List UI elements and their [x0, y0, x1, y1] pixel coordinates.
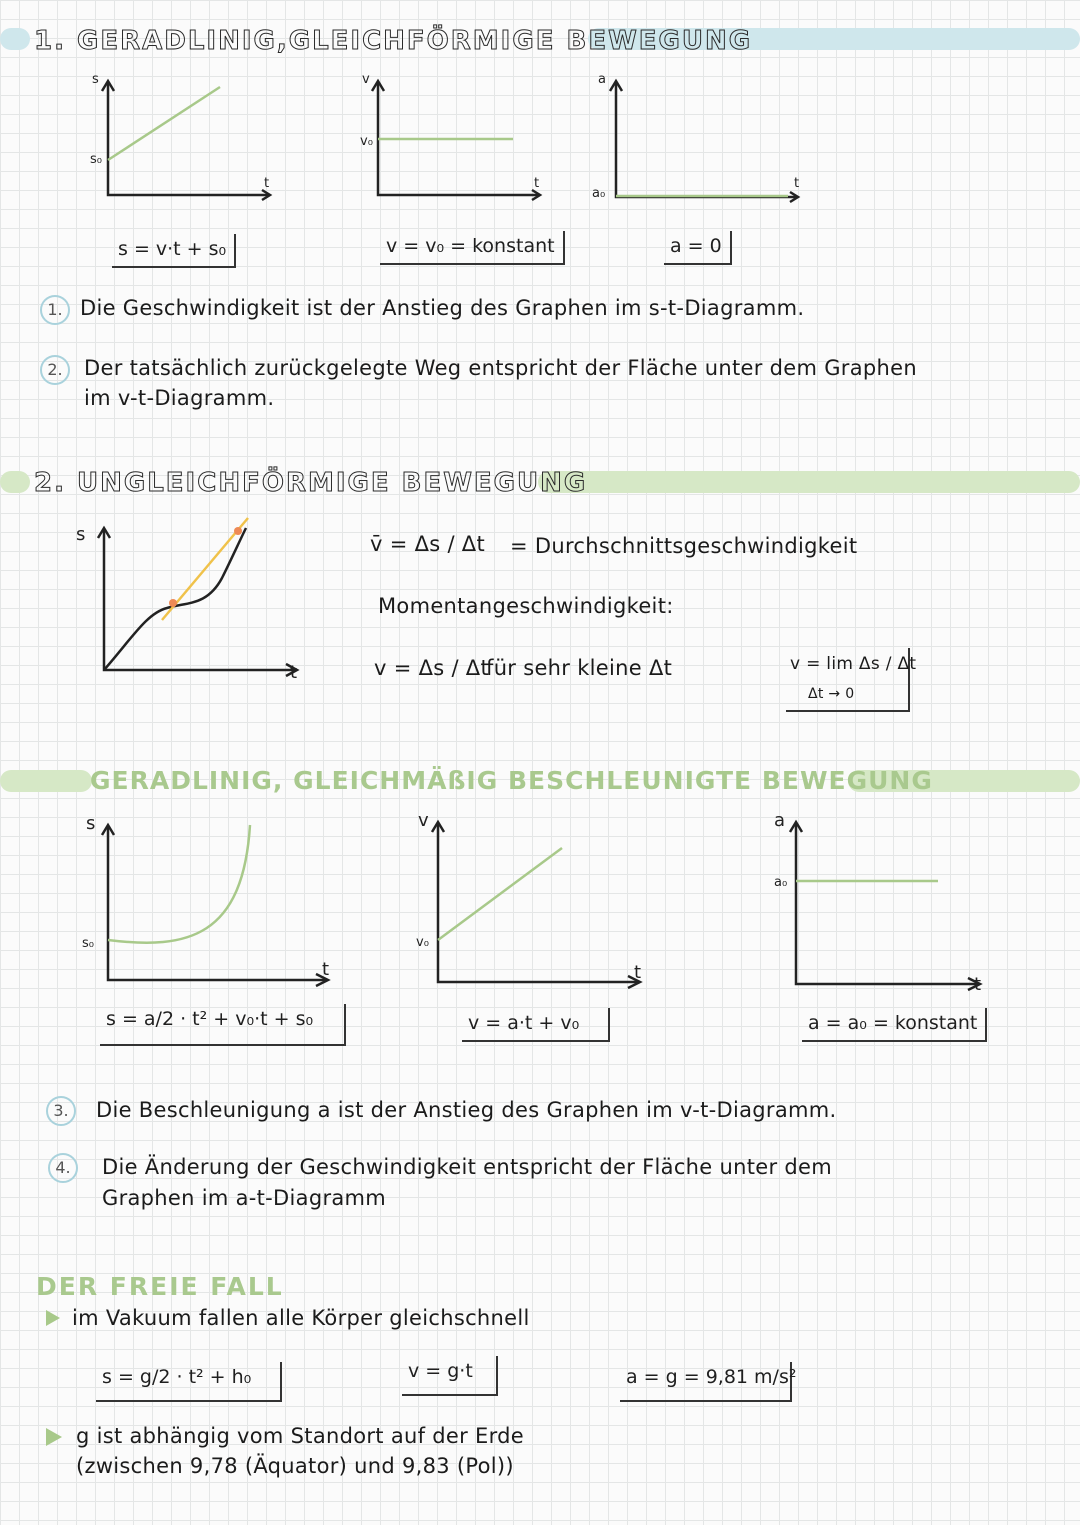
- bullet-2-icon: [46, 1428, 62, 1446]
- section4-title: DER FREIE FALL: [36, 1272, 284, 1301]
- vt-start-label: v₀: [360, 134, 373, 149]
- s3-vt-x-label: t: [634, 962, 642, 983]
- at-x-label: t: [794, 176, 800, 191]
- note-3-number: 3.: [46, 1096, 76, 1126]
- avg-label: = Durchschnittsgeschwindigkeit: [510, 534, 858, 558]
- formula-a-fall: a = g = 9,81 m/s²: [620, 1362, 792, 1402]
- section3-graph-vt: [410, 812, 650, 992]
- note-1-text: Die Geschwindigkeit ist der Anstieg des Graphen im s-t-Diagramm.: [80, 296, 805, 320]
- formula-s-fall: s = g/2 · t² + h₀: [96, 1362, 282, 1402]
- bullet-1-text: im Vakuum fallen alle Körper gleichschnell: [72, 1306, 530, 1330]
- formula-v-uniform: v = v₀ = konstant: [380, 231, 565, 265]
- section3-graph-st: [78, 815, 338, 990]
- st-start-label: s₀: [90, 152, 102, 167]
- formula-a-accel: a = a₀ = konstant: [802, 1008, 987, 1042]
- vt-y-label: v: [362, 72, 370, 87]
- s3-at-y-label: a: [774, 810, 786, 831]
- section2-graph-st: [72, 518, 312, 683]
- s3-vt-y-label: v: [418, 810, 429, 831]
- note-4-line1: Die Änderung der Geschwindigkeit entspricht der Fläche unter dem: [102, 1155, 832, 1179]
- point-b: [234, 527, 242, 535]
- st-y-label: s: [92, 72, 99, 87]
- bullet-2-line2: (zwischen 9,78 (Äquator) und 9,83 (Pol)): [76, 1454, 514, 1478]
- section1-graph-vt: [350, 72, 550, 205]
- formula-v-accel: v = a·t + v₀: [462, 1008, 610, 1042]
- at-y-label: a: [598, 72, 606, 87]
- s2-x-label: t: [290, 662, 298, 683]
- section3-graph-at: [768, 810, 1008, 995]
- formula-a-uniform: a = 0: [664, 231, 732, 265]
- section1-title: 1. GERADLINIG,GLEICHFÖRMIGE BEWEGUNG: [34, 26, 753, 56]
- section2-highlight-right: [538, 471, 1080, 493]
- formula-s-accel: s = a/2 · t² + v₀·t + s₀: [100, 1004, 346, 1046]
- formula-s-uniform: s = v·t + s₀: [112, 234, 236, 268]
- section2-title: 2. UNGLEICHFÖRMIGE BEWEGUNG: [34, 468, 588, 498]
- section1-graph-at: [588, 72, 808, 205]
- momentary-formula: v = Δs / Δt: [374, 656, 490, 680]
- bullet-2-line1: g ist abhängig vom Standort auf der Erde: [76, 1424, 525, 1448]
- limit-formula: v = lim Δs / Δt: [790, 654, 917, 674]
- momentary-condition: für sehr kleine Δt: [486, 656, 673, 680]
- note-2-number: 2.: [40, 355, 70, 385]
- curve: [104, 528, 246, 670]
- note-1-number: 1.: [40, 295, 70, 325]
- st-x-label: t: [264, 176, 270, 191]
- s3-st-y-label: s: [86, 813, 96, 834]
- s2-y-label: s: [76, 524, 86, 545]
- s3-at-start-label: a₀: [774, 875, 788, 890]
- s3-st-start-label: s₀: [82, 936, 94, 951]
- avg-formula: v̄ = Δs / Δt: [370, 532, 486, 556]
- section3-title: GERADLINIG, GLEICHMÄßIG BESCHLEUNIGTE BEWEGUNG: [90, 766, 933, 795]
- bullet-1-icon: [46, 1310, 60, 1326]
- at-start-label: a₀: [592, 186, 606, 201]
- momentary-label: Momentangeschwindigkeit:: [378, 594, 674, 618]
- limit-sub: Δt → 0: [808, 686, 855, 702]
- formula-v-fall: v = g·t: [402, 1356, 498, 1396]
- point-a: [169, 599, 177, 607]
- limit-formula-box: [786, 648, 917, 712]
- vt-x-label: t: [534, 176, 540, 191]
- s3-vt-start-label: v₀: [416, 935, 429, 950]
- note-4-number: 4.: [48, 1153, 78, 1183]
- s3-at-x-label: t: [974, 974, 982, 995]
- s3-st-x-label: t: [322, 959, 330, 980]
- note-2-line1: Der tatsächlich zurückgelegte Weg entspricht der Fläche unter dem Graphen: [84, 356, 917, 380]
- note-3-text: Die Beschleunigung a ist der Anstieg des Graphen im v-t-Diagramm.: [96, 1098, 837, 1122]
- section1-highlight: [0, 28, 30, 50]
- note-4-line2: Graphen im a-t-Diagramm: [102, 1186, 387, 1210]
- note-2-line2: im v-t-Diagramm.: [84, 386, 275, 410]
- section3-highlight: [0, 770, 92, 792]
- section2-highlight: [0, 471, 30, 493]
- st-line: [108, 87, 220, 160]
- parabola: [108, 825, 250, 943]
- section1-graph-st: [80, 72, 280, 205]
- v-line: [438, 848, 562, 940]
